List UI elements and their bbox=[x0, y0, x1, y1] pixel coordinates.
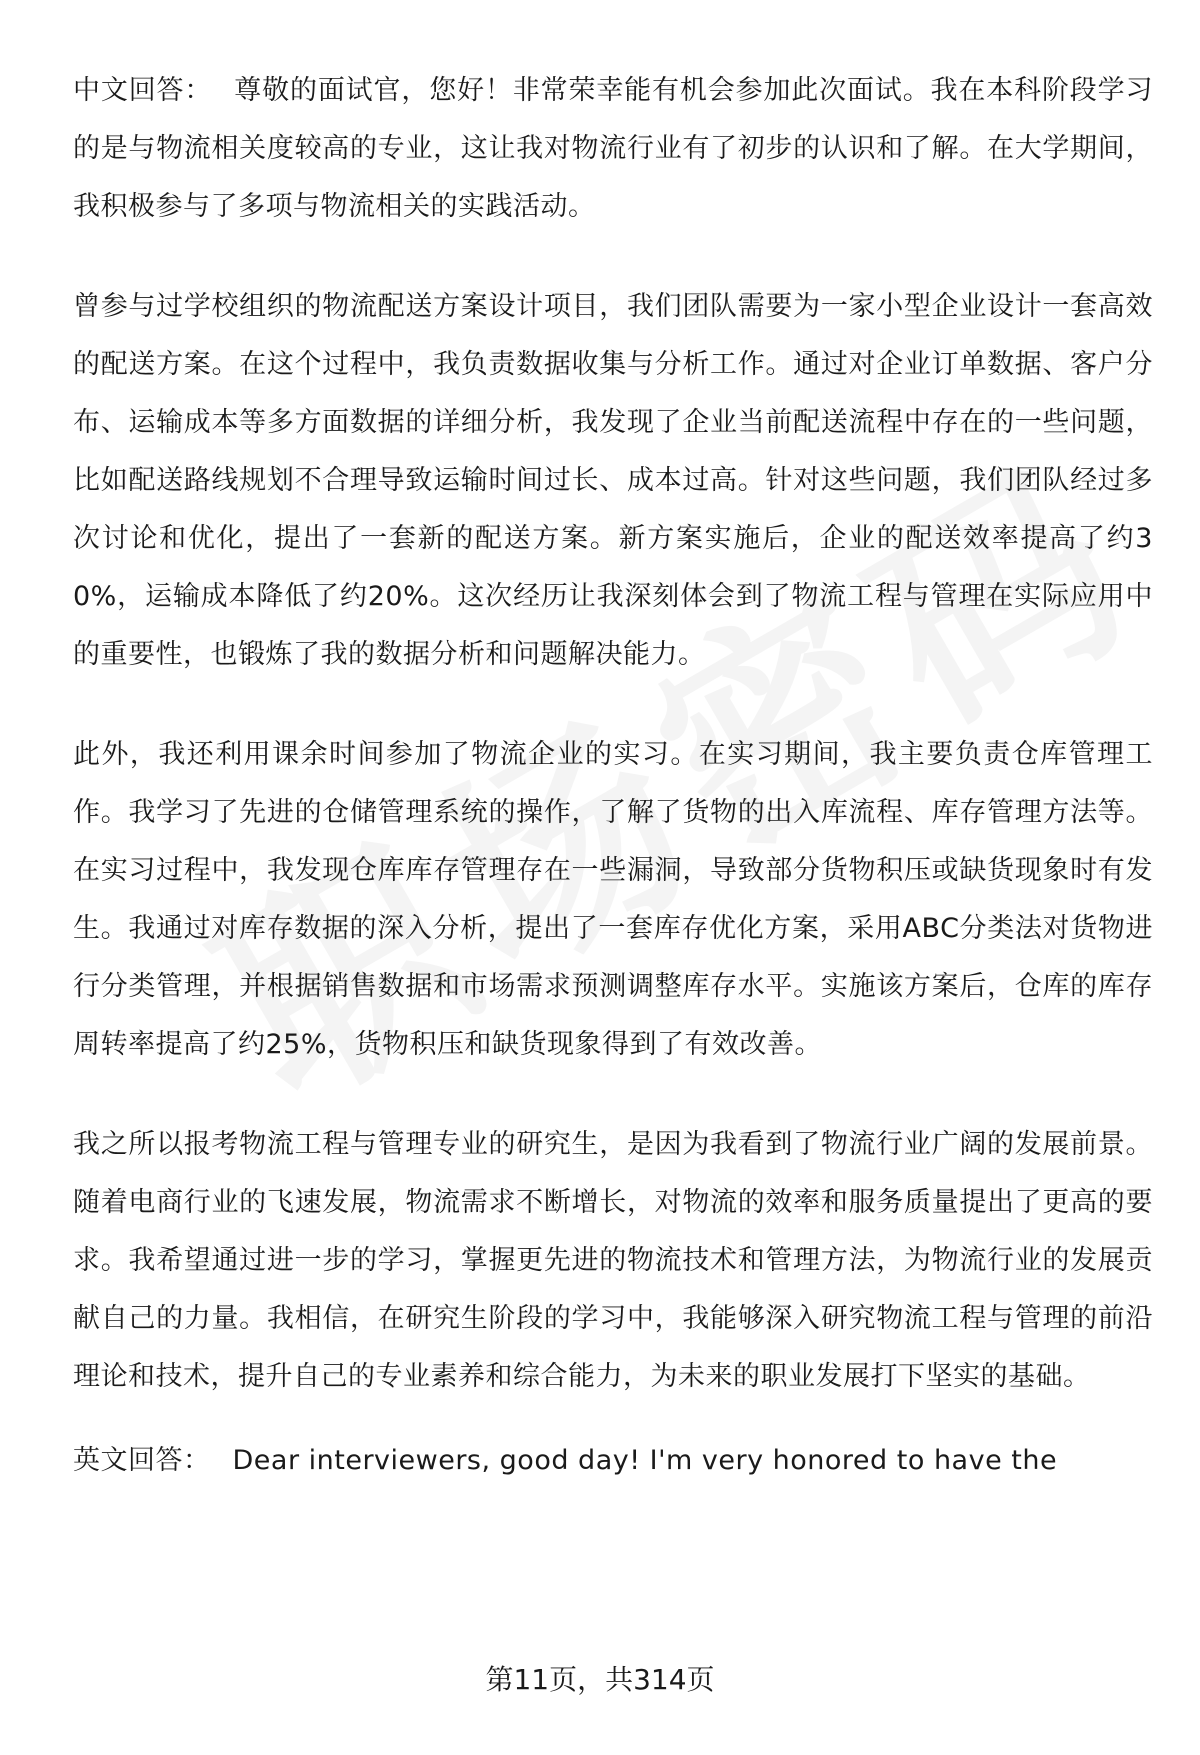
english-answer-label: 英文回答： bbox=[73, 1445, 211, 1476]
english-answer-text: Dear interviewers, good day! I'm very honored to have the bbox=[232, 1445, 1058, 1476]
english-answer-paragraph bbox=[73, 1432, 1153, 1490]
chinese-answer-paragraph-1 bbox=[73, 62, 1153, 236]
document-body bbox=[73, 62, 1153, 1532]
chinese-answer-paragraph-2: 曾参与过学校组织的物流配送方案设计项目，我们团队需要为一家小型企业设计一套高效的配送方案。在这个过程中，我负责数据收集与分析工作。通过对企业订单数据、客户分布、运输成本等多方面数据的详细分析，我发现了企业当前配送流程中存在的一些问题，比如配送路线规划不合理导致运输时间过长、成本过高。针对这些问题，我们团队经过多次讨论和优化，提出了一套新的配送方案。新方案实施后，企业的配送效率提高了约30%，运输成本降低了约20%。这次经历让我深刻体会到了物流工程与管理在实际应用中的重要性，也锻炼了我的数据分析和问题解决能力。 bbox=[73, 291, 1153, 670]
page-number-footer: 第11页，共314页 bbox=[485, 1663, 715, 1696]
chinese-answer-paragraph-3: 此外，我还利用课余时间参加了物流企业的实习。在实习期间，我主要负责仓库管理工作。我学习了先进的仓储管理系统的操作，了解了货物的出入库流程、库存管理方法等。在实习过程中，我发现仓库库存管理存在一些漏洞，导致部分货物积压或缺货现象时有发生。我通过对库存数据的深入分析，提出了一套库存优化方案，采用ABC分类法对货物进行分类管理，并根据销售数据和市场需求预测调整库存水平。实施该方案后，仓库的库存周转率提高了约25%，货物积压和缺货现象得到了有效改善。 bbox=[73, 739, 1153, 1060]
chinese-answer-paragraph-4: 我之所以报考物流工程与管理专业的研究生，是因为我看到了物流行业广阔的发展前景。随着电商行业的飞速发展，物流需求不断增长，对物流的效率和服务质量提出了更高的要求。我希望通过进一步的学习，掌握更先进的物流技术和管理方法，为物流行业的发展贡献自己的力量。我相信，在研究生阶段的学习中，我能够深入研究物流工程与管理的前沿理论和技术，提升自己的专业素养和综合能力，为未来的职业发展打下坚实的基础。 bbox=[73, 1129, 1153, 1392]
chinese-answer-label: 中文回答： bbox=[73, 75, 213, 106]
paragraph-text: 尊敬的面试官，您好！非常荣幸能有机会参加此次面试。我在本科阶段学习的是与物流相关度较高的专业，这让我对物流行业有了初步的认识和了解。在大学期间，我积极参与了多项与物流相关的实践活动。 bbox=[73, 75, 1154, 222]
